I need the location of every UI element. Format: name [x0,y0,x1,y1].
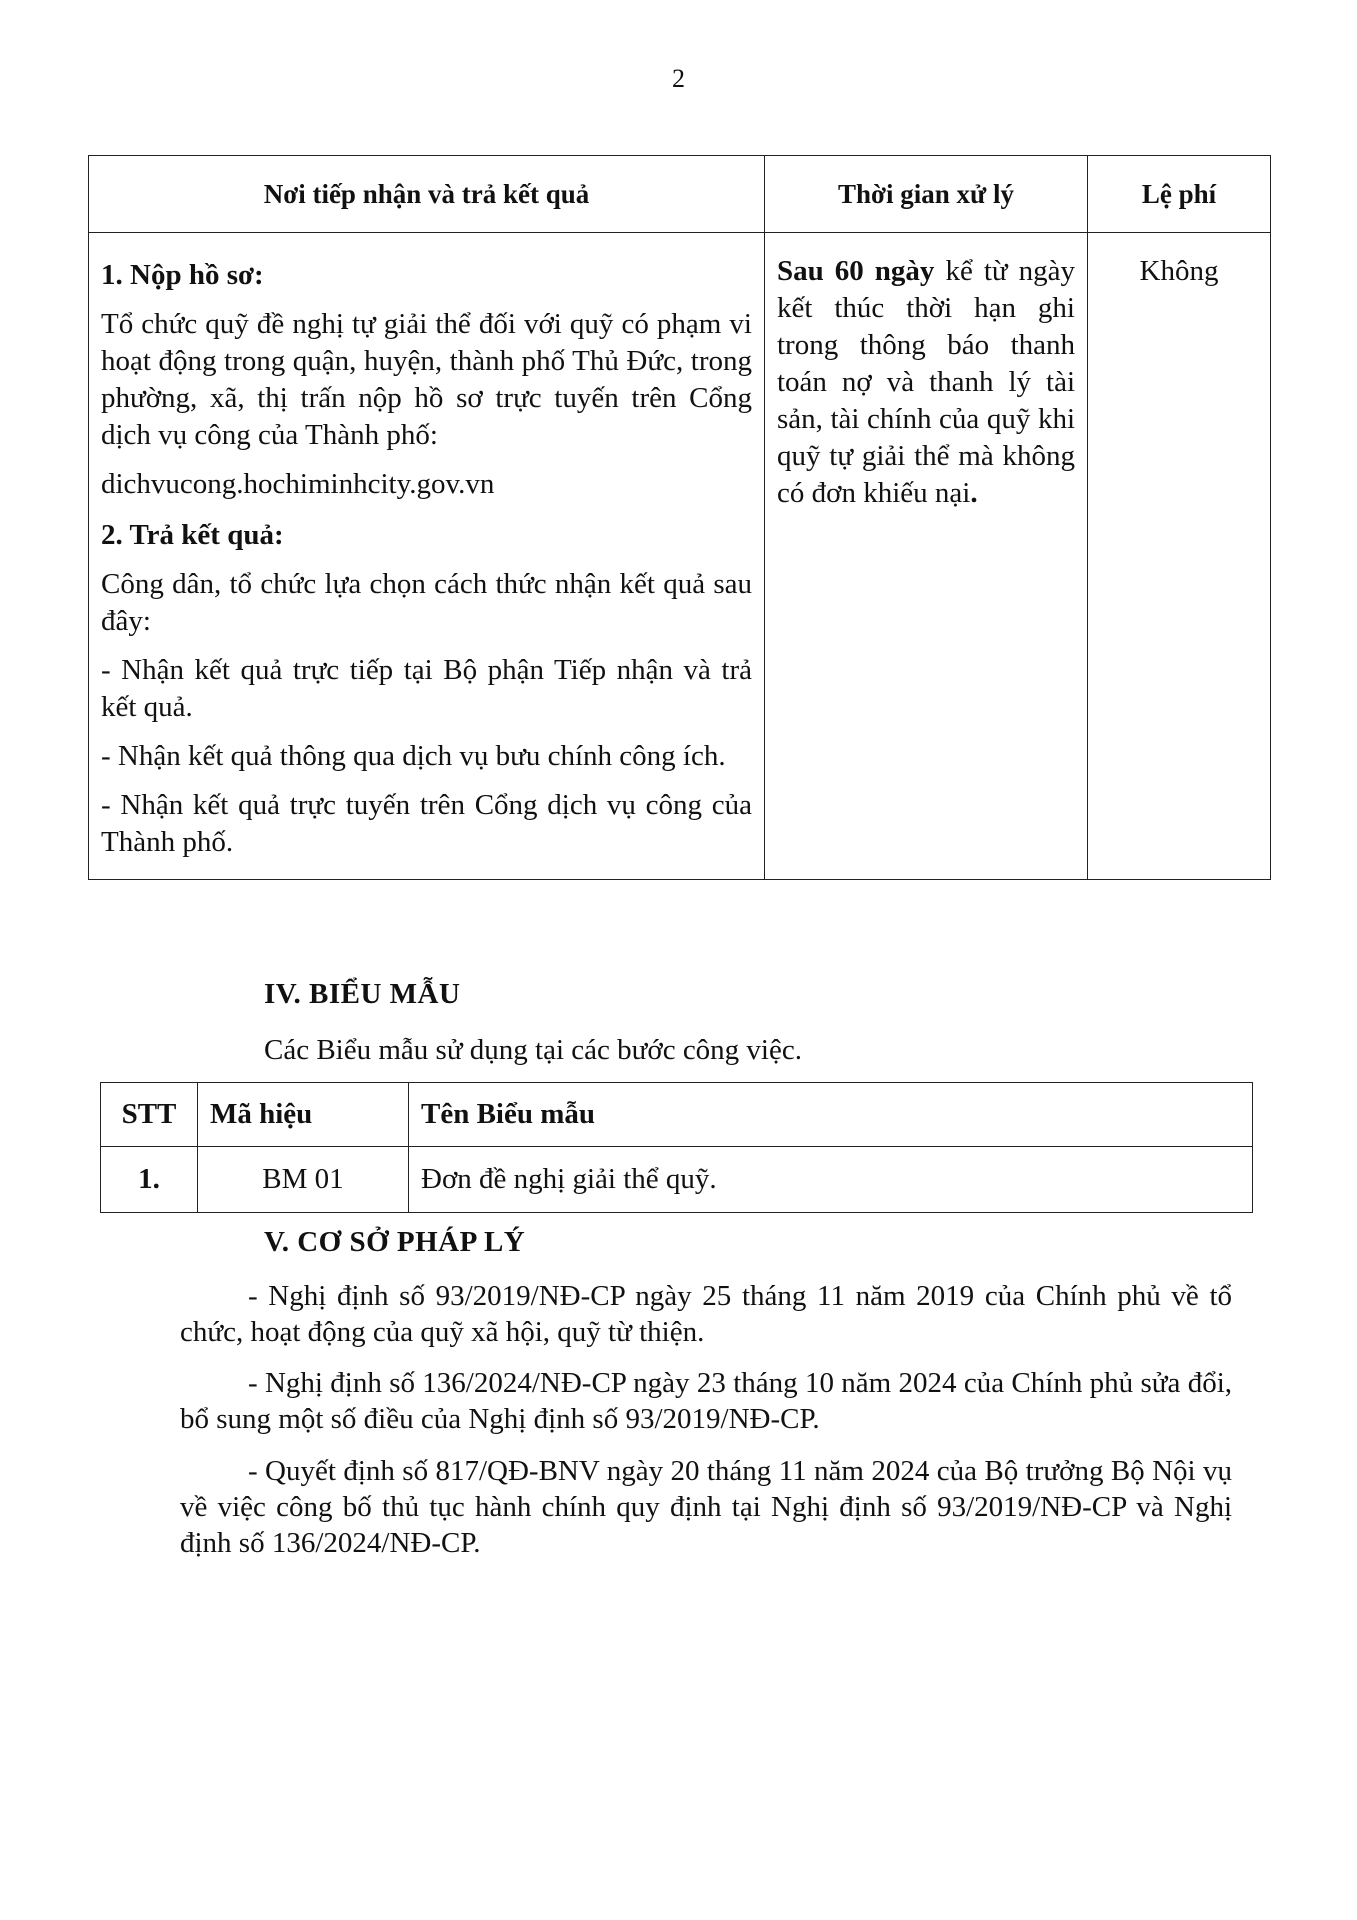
page-number: 2 [672,64,685,93]
header-time: Thời gian xử lý [765,156,1088,233]
time-text: kể từ ngày kết thúc thời hạn ghi trong thông báo thanh toán nợ và thanh lý tài sản, tài chính của quỹ khi quỹ tự giải thể mà không có đơn khiếu nại [777,255,1075,509]
row-code: BM 01 [198,1147,409,1213]
section-iv-title: IV. BIỂU MẪU [264,978,461,1010]
section-iv-subtitle: Các Biểu mẫu sử dụng tại các bước công việc. [264,1034,802,1066]
time-end: . [970,477,978,509]
time-cell [765,233,1088,880]
time-bold-lead: Sau 60 ngày [777,255,935,287]
row-form-name: Đơn đề nghị giải thể quỹ. [409,1147,1253,1213]
result-option: - Nhận kết quả thông qua dịch vụ bưu chính công ích. [101,740,726,772]
row-stt: 1. [101,1147,198,1213]
legal-basis-item: - Nghị định số 93/2019/NĐ-CP ngày 25 tháng 11 năm 2019 của Chính phủ về tổ chức, hoạt động của quỹ xã hội, quỹ từ thiện. [180,1280,1232,1348]
place-cell [89,233,765,880]
form-table [100,1082,1253,1213]
submit-text: Tổ chức quỹ đề nghị tự giải thể đối với quỹ có phạm vi hoạt động trong quận, huyện, thành phố Thủ Đức, trong phường, xã, thị trấn nộp hồ sơ trực tuyến trên Cổng dịch vụ công của Thành phố: [101,308,752,451]
procedure-table [88,155,1271,880]
submit-heading: 1. Nộp hồ sơ: [101,259,264,291]
procedure-table-row [89,233,1271,880]
legal-basis-item: - Nghị định số 136/2024/NĐ-CP ngày 23 tháng 10 năm 2024 của Chính phủ sửa đổi, bổ sung một số điều của Nghị định số 93/2019/NĐ-CP. [180,1367,1232,1435]
result-option: - Nhận kết quả trực tiếp tại Bộ phận Tiếp nhận và trả kết quả. [101,654,752,723]
header-fee: Lệ phí [1088,156,1271,233]
result-heading: 2. Trả kết quả: [101,519,284,551]
header-place: Nơi tiếp nhận và trả kết quả [89,156,765,233]
procedure-table-header-row [89,156,1271,233]
portal-url: dichvucong.hochiminhcity.gov.vn [101,468,495,500]
legal-basis-item: - Quyết định số 817/QĐ-BNV ngày 20 tháng 11 năm 2024 của Bộ trưởng Bộ Nội vụ về việc công bố thủ tục hành chính quy định tại Nghị định số 93/2019/NĐ-CP và Nghị định số 136/2024/NĐ-CP. [180,1455,1232,1559]
result-option: - Nhận kết quả trực tuyến trên Cổng dịch vụ công của Thành phố. [101,789,752,858]
header-form-name: Tên Biểu mẫu [409,1083,1253,1147]
section-v-title: V. CƠ SỞ PHÁP LÝ [264,1226,526,1258]
table-row [101,1147,1253,1213]
header-stt: STT [101,1083,198,1147]
header-code: Mã hiệu [198,1083,409,1147]
fee-cell: Không [1088,233,1271,880]
result-intro: Công dân, tổ chức lựa chọn cách thức nhận kết quả sau đây: [101,568,752,637]
form-table-header-row [101,1083,1253,1147]
